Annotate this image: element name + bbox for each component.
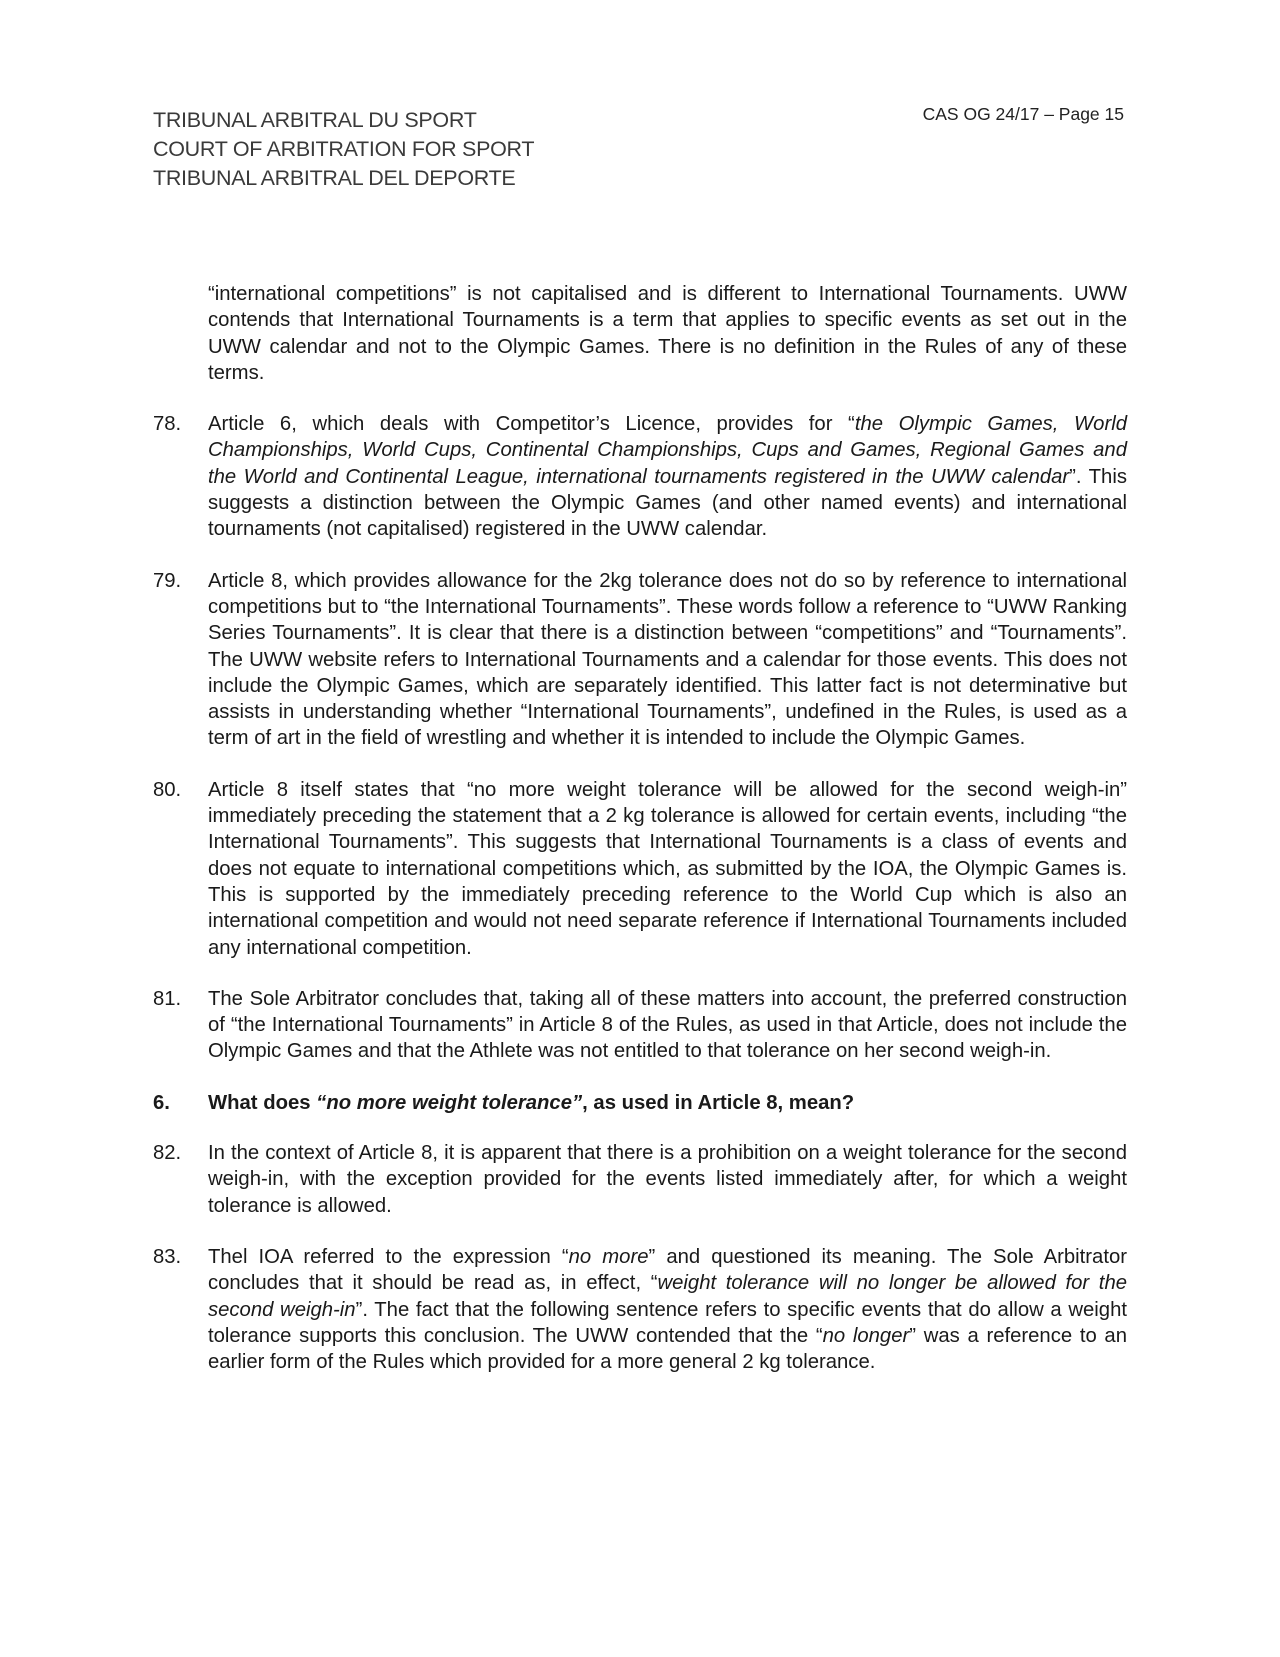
paragraph-text: ” and questioned its meaning. The Sole Arbitrator concludes that it should be read as, in effect, “ [208, 1245, 1127, 1295]
quoted-text: the Olympic Games, World Championships, World Cups, Continental Championships, Cups and Games, Regional Games and the World and Continental League, international tournaments registered in the UWW calendar [208, 413, 1127, 488]
paragraph-83 [153, 1244, 1127, 1375]
paragraph-80 [153, 777, 1127, 961]
quoted-text: no longer [822, 1324, 910, 1347]
paragraph-text: The Sole Arbitrator concludes that, taking all of these matters into account, the preferred construction of “the International Tournaments” in Article 8 of the Rules, as used in that Article, does not include the Olympic Games and that the Athlete was not entitled to that tolerance on her second weigh-in. [208, 987, 1127, 1063]
paragraph-number: 80. [153, 778, 182, 801]
section-number: 6. [153, 1091, 170, 1114]
paragraph-78 [153, 411, 1127, 542]
paragraph-text: Article 6, which deals with Competitor’s Licence, provides for “ [208, 413, 855, 436]
page-reference: CAS OG 24/17 – Page 15 [922, 104, 1124, 124]
paragraph-number: 79. [153, 569, 182, 592]
paragraph-82 [153, 1140, 1127, 1219]
paragraph-number: 82. [153, 1142, 182, 1165]
heading-text: , as used in Article 8, mean? [582, 1091, 855, 1114]
letterhead-line-spanish: TRIBUNAL ARBITRAL DEL DEPORTE [153, 166, 516, 190]
section-heading-6 [153, 1090, 1127, 1116]
continuation-paragraph [153, 281, 1127, 386]
paragraph-text: Article 8, which provides allowance for the 2kg tolerance does not do so by reference to international competitions but to “the International Tournaments”. These words follow a reference to “UWW Ranking Series Tournaments”. It is clear that there is a distinction between “competitions” and “Tournaments”. The UWW website refers to International Tournaments and a calendar for those events. This does not include the Olympic Games, which are separately identified. This latter fact is not determinative but assists in understanding whether “International Tournaments”, undefined in the Rules, is used as a term of art in the field of wrestling and whether it is intended to include the Olympic Games. [208, 569, 1127, 750]
paragraph-text: In the context of Article 8, it is apparent that there is a prohibition on a weight tolerance for the second weigh-in, with the exception provided for the events listed immediately after, for which a weight tolerance is allowed. [208, 1142, 1127, 1217]
paragraph-text: Thel IOA referred to the expression “ [208, 1245, 569, 1268]
paragraph-number: 78. [153, 413, 182, 436]
paragraph-text: ” was a reference to an earlier form of the Rules which provided for a more general 2 kg tolerance. [208, 1324, 1127, 1374]
paragraph-text: ”. This suggests a distinction between the Olympic Games (and other named events) and international tournaments (not capitalised) registered in the UWW calendar. [208, 465, 1127, 541]
paragraph-79 [153, 568, 1127, 752]
letterhead-line-english: COURT OF ARBITRATION FOR SPORT [153, 137, 535, 161]
quoted-text: no more [568, 1245, 649, 1268]
paragraph-number: 83. [153, 1245, 182, 1268]
paragraph-text: Article 8 itself states that “no more weight tolerance will be allowed for the second weigh-in” immediately preceding the statement that a 2 kg tolerance is allowed for certain events, including “the International Tournaments”. This suggests that International Tournaments is a class of events and does not equate to international competitions which, as submitted by the IOA, the Olympic Games is. This is supported by the immediately preceding reference to the World Cup which is also an international competition and would not need separate reference if International Tournaments included any international competition. [208, 778, 1127, 959]
quoted-text: weight tolerance will no longer be allowed for the second weigh-in [208, 1272, 1127, 1321]
paragraph-text: ”. The fact that the following sentence refers to specific events that do allow a weight tolerance supports this conclusion. The UWW contended that the “ [208, 1298, 1127, 1347]
letterhead [153, 106, 534, 193]
paragraph-text: “international competitions” is not capitalised and is different to International Tournaments. UWW contends that International Tournaments is a term that applies to specific events as set out in the UWW calendar and not to the Olympic Games. There is no definition in the Rules of any of these terms. [208, 283, 1127, 384]
paragraph-number: 81. [153, 987, 182, 1010]
document-body [153, 281, 1127, 1400]
heading-quoted-text: “no more weight tolerance” [316, 1091, 583, 1114]
heading-text: What does [208, 1091, 317, 1114]
letterhead-line-french: TRIBUNAL ARBITRAL DU SPORT [153, 108, 477, 132]
paragraph-81 [153, 986, 1127, 1065]
